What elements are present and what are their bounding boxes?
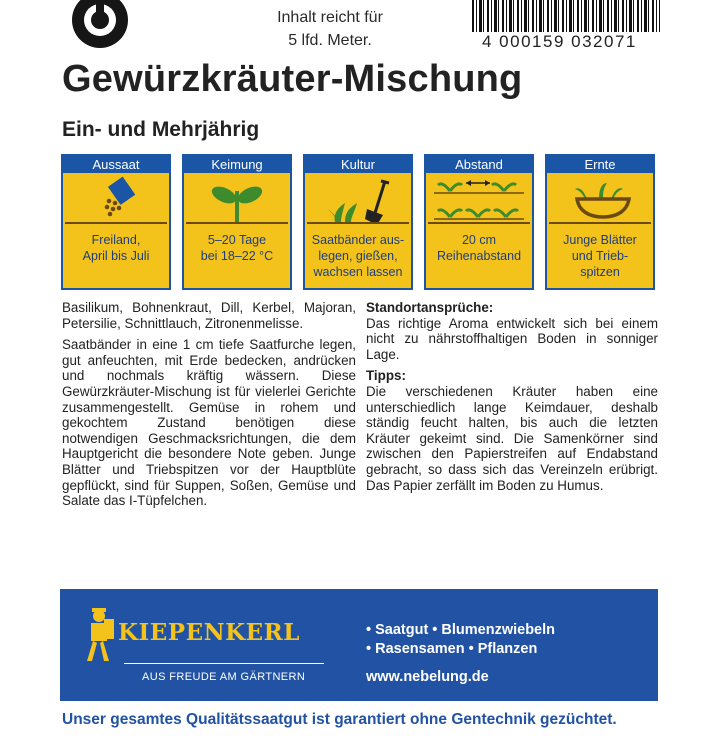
barcode	[472, 0, 660, 32]
sowing-instructions: Saatbänder in eine 1 cm tiefe Saatfurche legen, gut anfeuchten, mit Erde bedecken, andrücken und nochmals kräftig wässern. Diese Gewürzkräuter-Mischung ist für vielerlei Gerichte zusammengestellt. Gemüse in rohem und gekochtem Zustand benötigen diese notwendigen Geschmacksrichtungen, die dem Hauptgericht die besondere Note geben. Junge Blätter und Triebspitzen vor der Hauptblüte gepflückt, sind für Suppen, Soßen, Gemüse und Salate das I-Tüpfelchen.	[62, 337, 356, 509]
panel-text-line: 5–20 Tage	[207, 233, 267, 247]
content-note	[250, 6, 410, 52]
panel-kultur	[303, 154, 413, 290]
harvest-bowl-icon	[547, 173, 653, 223]
content-note-line2: 5 lfd. Meter.	[288, 32, 372, 49]
panel-text-line: Freiland,	[91, 233, 141, 247]
green-dot-recycling-icon	[72, 0, 128, 48]
content-note-line1: Inhalt reicht für	[277, 9, 383, 26]
location-heading: Standortansprüche:	[366, 300, 494, 315]
brand-banner	[60, 589, 658, 701]
panel-title: Keimung	[184, 156, 290, 173]
panel-title: Kultur	[305, 156, 411, 173]
panel-text-line: wachsen lassen	[313, 265, 403, 279]
panel-aussaat	[61, 154, 171, 290]
panel-text-line: Junge Blätter	[563, 233, 637, 247]
seedling-icon	[184, 173, 290, 223]
brand-slogan: AUS FREUDE AM GÄRTNERN	[142, 671, 306, 683]
panel-title: Abstand	[426, 156, 532, 173]
panel-title: Ernte	[547, 156, 653, 173]
shovel-icon	[305, 173, 411, 223]
panel-text-line: spitzen	[580, 265, 620, 279]
panel-text-line: 20 cm	[461, 233, 497, 247]
right-column	[366, 300, 658, 499]
gmo-free-statement: Unser gesamtes Qualitätssaatgut ist garantiert ohne Gentechnik gezüchtet.	[62, 711, 617, 728]
service-list	[366, 621, 555, 659]
panel-text-line: Saatbänder aus-	[311, 233, 405, 247]
tips-text: Die verschiedenen Kräuter haben eine unterschiedlich lange Keimdauer, deshalb ständig feucht halten, bis auch die letzten Kräuter gekeimt sind. Die Samenkörner sind zwischen den Papierstreifen auf Endabstand gebracht, so dass sich das Vereinzeln erübrigt. Das Papier zerfällt im Boden zu Humus.	[366, 383, 658, 493]
location-text: Das richtige Aroma entwickelt sich bei einem nicht zu nährstoffhaltigen Boden in sonniger Lage.	[366, 315, 658, 362]
panel-text-line: bei 18–22 °C	[200, 249, 274, 263]
service-line: • Saatgut • Blumenzwiebeln	[366, 622, 556, 638]
product-title: Gewürzkräuter-Mischung	[62, 58, 523, 100]
brand-name: KIEPENKERL	[118, 619, 300, 646]
product-subtitle: Ein- und Mehrjährig	[62, 118, 260, 141]
left-column	[62, 300, 356, 515]
panel-abstand	[424, 154, 534, 290]
row-spacing-icon	[426, 173, 532, 223]
service-line: • Rasensamen • Pflanzen	[366, 641, 538, 657]
website-link[interactable]: www.nebelung.de	[366, 669, 489, 685]
panel-text-line: April bis Juli	[82, 249, 150, 263]
panel-ernte	[545, 154, 655, 290]
panel-text-line: und Trieb-	[571, 249, 629, 263]
seed-packet-icon	[63, 173, 169, 223]
tips-heading: Tipps:	[366, 368, 406, 384]
herb-list: Basilikum, Bohnenkraut, Dill, Kerbel, Majoran, Petersilie, Schnittlauch, Zitronenmelisse.	[62, 300, 356, 331]
kiepenkerl-figure-icon	[82, 607, 116, 663]
barcode-number: 4 000159 032071	[482, 32, 637, 51]
panel-title: Aussaat	[63, 156, 169, 173]
panel-keimung	[182, 154, 292, 290]
panel-text-line: Reihenabstand	[436, 249, 522, 263]
panel-text-line: legen, gießen,	[318, 249, 398, 263]
